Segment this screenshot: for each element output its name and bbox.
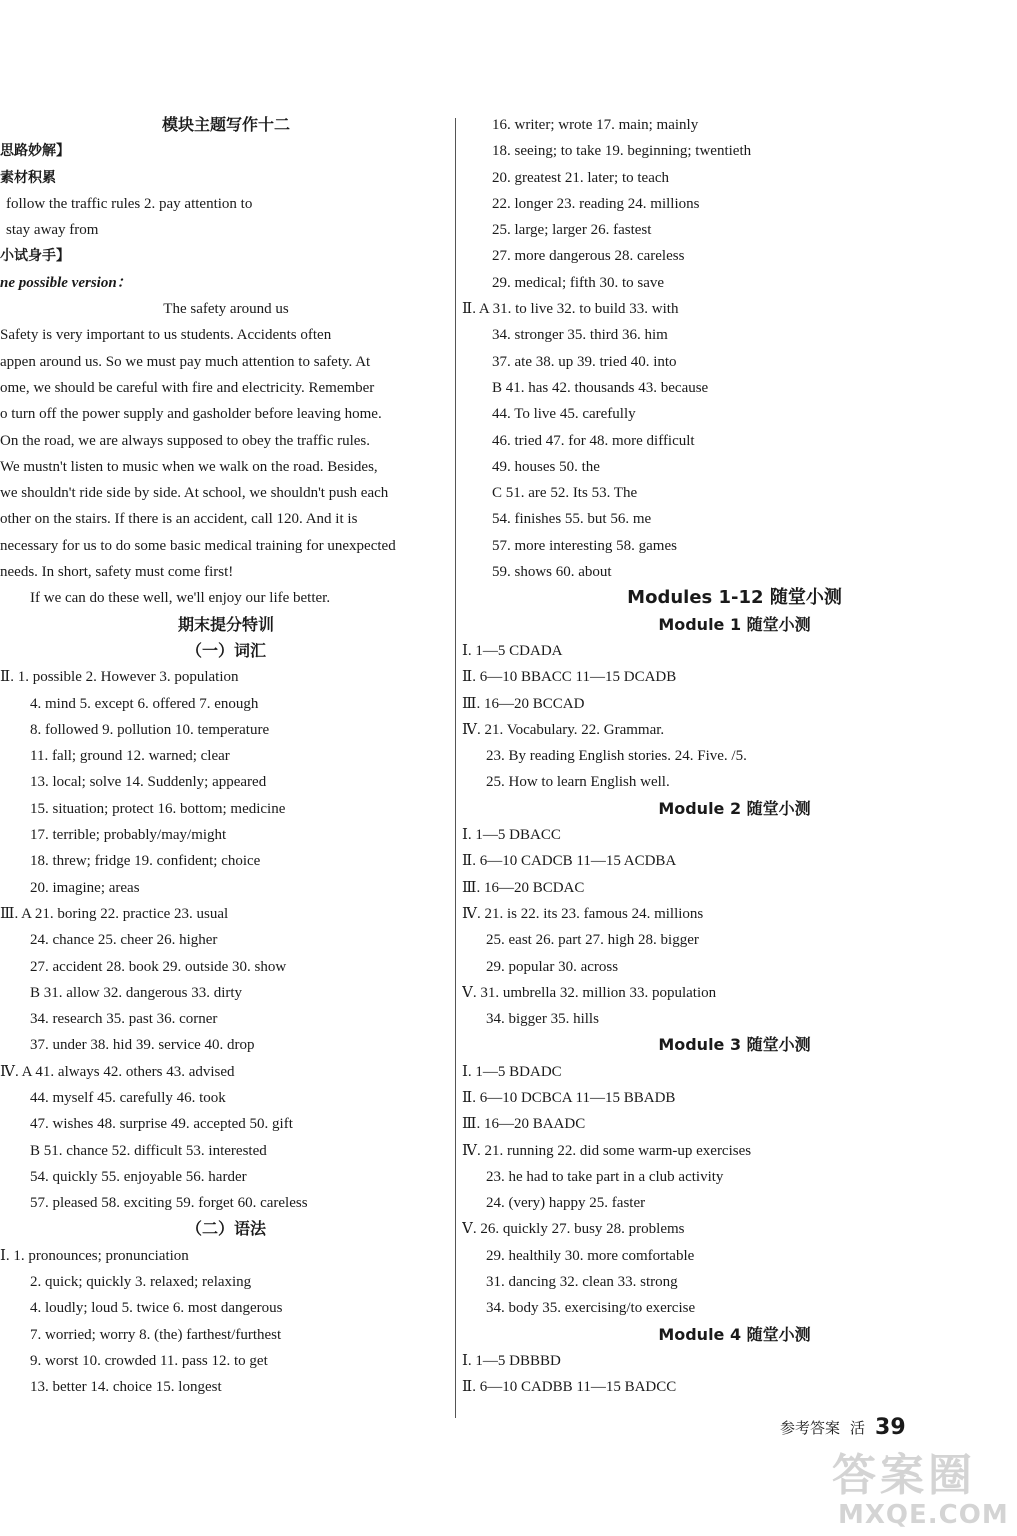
answer-line: 2. quick; quickly 3. relaxed; relaxing [30,1274,252,1291]
answer-line: 47. wishes 48. surprise 49. accepted 50. gift [30,1116,293,1133]
answer-line: 小试身手】 [0,248,70,265]
answer-line: 22. longer 23. reading 24. millions [492,195,700,212]
section-heading: Module 2 随堂小测 [658,798,811,818]
answer-line: Ⅱ. 6—10 CADBB 11—15 BADCC [462,1379,677,1396]
answer-line: Ⅱ. 6—10 BBACC 11—15 DCADB [462,669,677,686]
answer-line: Ⅱ. 1. possible 2. However 3. population [0,669,239,686]
right-column [462,112,1007,1401]
footer-label: 参考答案 [780,1418,841,1437]
answer-line: 素材积累 [0,169,56,186]
section-heading: Module 1 随堂小测 [658,614,811,634]
answer-line: 9. worst 10. crowded 11. pass 12. to get [30,1352,268,1369]
answer-line: follow the traffic rules 2. pay attention to [6,195,253,212]
section-heading: Modules 1-12 随堂小测 [627,587,842,609]
answer-line: On the road, we are always supposed to obey the traffic rules. [0,432,371,449]
answer-line: 16. writer; wrote 17. main; mainly [492,117,699,133]
answer-line: ne possible version： [0,274,132,291]
answer-line: 23. By reading English stories. 24. Five. /5. [486,748,747,765]
answer-line: 34. body 35. exercising/to exercise [486,1300,696,1317]
section-heading: 模块主题写作十二 [161,115,290,134]
answer-line: 31. dancing 32. clean 33. strong [486,1274,678,1291]
answer-line: 57. more interesting 58. games [492,537,677,554]
answer-line: Ⅳ. 21. Vocabulary. 22. Grammar. [462,721,665,738]
answer-line: Ⅰ. 1. pronounces; pronunciation [0,1247,189,1264]
answer-line: 25. How to learn English well. [486,774,670,791]
answer-line: Ⅳ. 21. running 22. did some warm-up exercises [462,1142,752,1159]
answer-line: Ⅳ. A 41. always 42. others 43. advised [0,1063,235,1080]
page-number: 39 [875,1414,906,1440]
answer-line: C 51. are 52. Its 53. The [492,485,638,502]
answer-line: 13. local; solve 14. Suddenly; appeared [30,774,267,791]
answer-line: Ⅱ. A 31. to live 32. to build 33. with [462,301,679,318]
answer-line: needs. In short, safety must come first! [0,564,234,581]
watermark-top: 答案圈 [832,1450,976,1501]
answer-line: 20. imagine; areas [30,879,140,896]
section-heading: Module 3 随堂小测 [658,1035,811,1055]
answer-line: 29. medical; fifth 30. to save [492,274,665,291]
answer-line: Ⅲ. 16—20 BCCAD [462,695,585,712]
section-heading: （二）语法 [185,1219,266,1239]
watermark-bottom: MXQE.COM [838,1500,1009,1530]
answer-line: 34. bigger 35. hills [486,1011,599,1028]
answer-line: 34. stronger 35. third 36. him [492,327,668,344]
answer-line: Ⅰ. 1—5 DBACC [462,827,561,844]
answer-line: Ⅴ. 31. umbrella 32. million 33. population [462,984,717,1001]
answer-line: stay away from [6,222,99,239]
answer-line: 29. popular 30. across [486,958,619,975]
answer-line: B 31. allow 32. dangerous 33. dirty [30,984,243,1001]
answer-line: 54. finishes 55. but 56. me [492,511,652,528]
answer-line: ome, we should be careful with fire and electricity. Remember [0,379,375,396]
answer-line: We mustn't listen to music when we walk on the road. Besides, [0,458,378,475]
answer-line: 29. healthily 30. more comfortable [486,1247,695,1264]
answer-line: Ⅲ. A 21. boring 22. practice 23. usual [0,905,229,922]
section-heading: Module 4 随堂小测 [658,1324,811,1344]
answer-line: 49. houses 50. the [492,458,600,475]
answer-line: 24. (very) happy 25. faster [486,1195,646,1212]
answer-line: 44. To live 45. carefully [492,406,636,423]
answer-line: 37. ate 38. up 39. tried 40. into [492,353,677,370]
answer-line: 思路妙解】 [0,143,70,160]
answer-line: Ⅰ. 1—5 BDADC [462,1063,562,1080]
answer-line: 27. more dangerous 28. careless [492,248,685,265]
answer-line: 4. loudly; loud 5. twice 6. most dangerous [30,1300,283,1317]
answer-line: The safety around us [163,301,289,318]
answer-line: If we can do these well, we'll enjoy our life better. [30,590,331,607]
answer-line: 18. seeing; to take 19. beginning; twentieth [492,143,752,160]
answer-line: 11. fall; ground 12. warned; clear [30,748,230,765]
answer-line: 20. greatest 21. later; to teach [492,169,670,186]
answer-line: 59. shows 60. about [492,564,612,581]
page-footer [780,1410,906,1444]
answer-line: appen around us. So we must pay much attention to safety. At [0,353,371,370]
answer-line: Ⅳ. 21. is 22. its 23. famous 24. millions [462,905,704,922]
answer-line: B 51. chance 52. difficult 53. interested [30,1142,267,1159]
answer-line: 37. under 38. hid 39. service 40. drop [30,1037,255,1054]
answer-line: 18. threw; fridge 19. confident; choice [30,853,261,870]
section-heading: 期末提分特训 [177,614,274,634]
left-column [0,112,452,1401]
answer-line: 4. mind 5. except 6. offered 7. enough [30,695,259,712]
answer-line: 34. research 35. past 36. corner [30,1011,218,1028]
answer-line: we shouldn't ride side by side. At school, we shouldn't push each [0,485,389,502]
answer-line: Ⅱ. 6—10 CADCB 11—15 ACDBA [462,853,677,870]
answer-line: Ⅲ. 16—20 BAADC [462,1116,586,1133]
answer-line: 54. quickly 55. enjoyable 56. harder [30,1168,247,1185]
watermark-logo [832,1452,1017,1536]
footer-prefix: 活 [850,1418,866,1437]
answer-line: Ⅱ. 6—10 DCBCA 11—15 BBADB [462,1089,676,1106]
answer-line: 25. large; larger 26. fastest [492,222,652,239]
answer-line: 27. accident 28. book 29. outside 30. show [30,958,287,975]
answer-line: 17. terrible; probably/may/might [30,827,227,844]
answer-line: 57. pleased 58. exciting 59. forget 60. careless [30,1195,308,1212]
answer-line: B 41. has 42. thousands 43. because [492,379,709,396]
answer-line: 8. followed 9. pollution 10. temperature [30,721,270,738]
answer-line: 7. worried; worry 8. (the) farthest/furthest [30,1326,282,1343]
answer-line: 46. tried 47. for 48. more difficult [492,432,695,449]
answer-line: o turn off the power supply and gasholder before leaving home. [0,406,382,423]
answer-line: Ⅲ. 16—20 BCDAC [462,879,585,896]
answer-line: 44. myself 45. carefully 46. took [30,1089,226,1106]
section-heading: （一）词汇 [185,640,266,660]
answer-line: Ⅴ. 26. quickly 27. busy 28. problems [462,1221,685,1238]
answer-line: 25. east 26. part 27. high 28. bigger [486,932,699,949]
answer-line: 24. chance 25. cheer 26. higher [30,932,218,949]
answer-line: 13. better 14. choice 15. longest [30,1379,222,1396]
answer-line: necessary for us to do some basic medical training for unexpected [0,537,396,554]
answer-line: 23. he had to take part in a club activity [486,1168,724,1185]
answer-line: Ⅰ. 1—5 DBBBD [462,1352,561,1369]
answer-line: Safety is very important to us students. Accidents often [0,327,332,344]
answer-line: 15. situation; protect 16. bottom; medicine [30,800,286,817]
answer-line: other on the stairs. If there is an accident, call 120. And it is [0,511,358,528]
column-divider [455,118,456,1418]
answer-line: Ⅰ. 1—5 CDADA [462,642,563,659]
